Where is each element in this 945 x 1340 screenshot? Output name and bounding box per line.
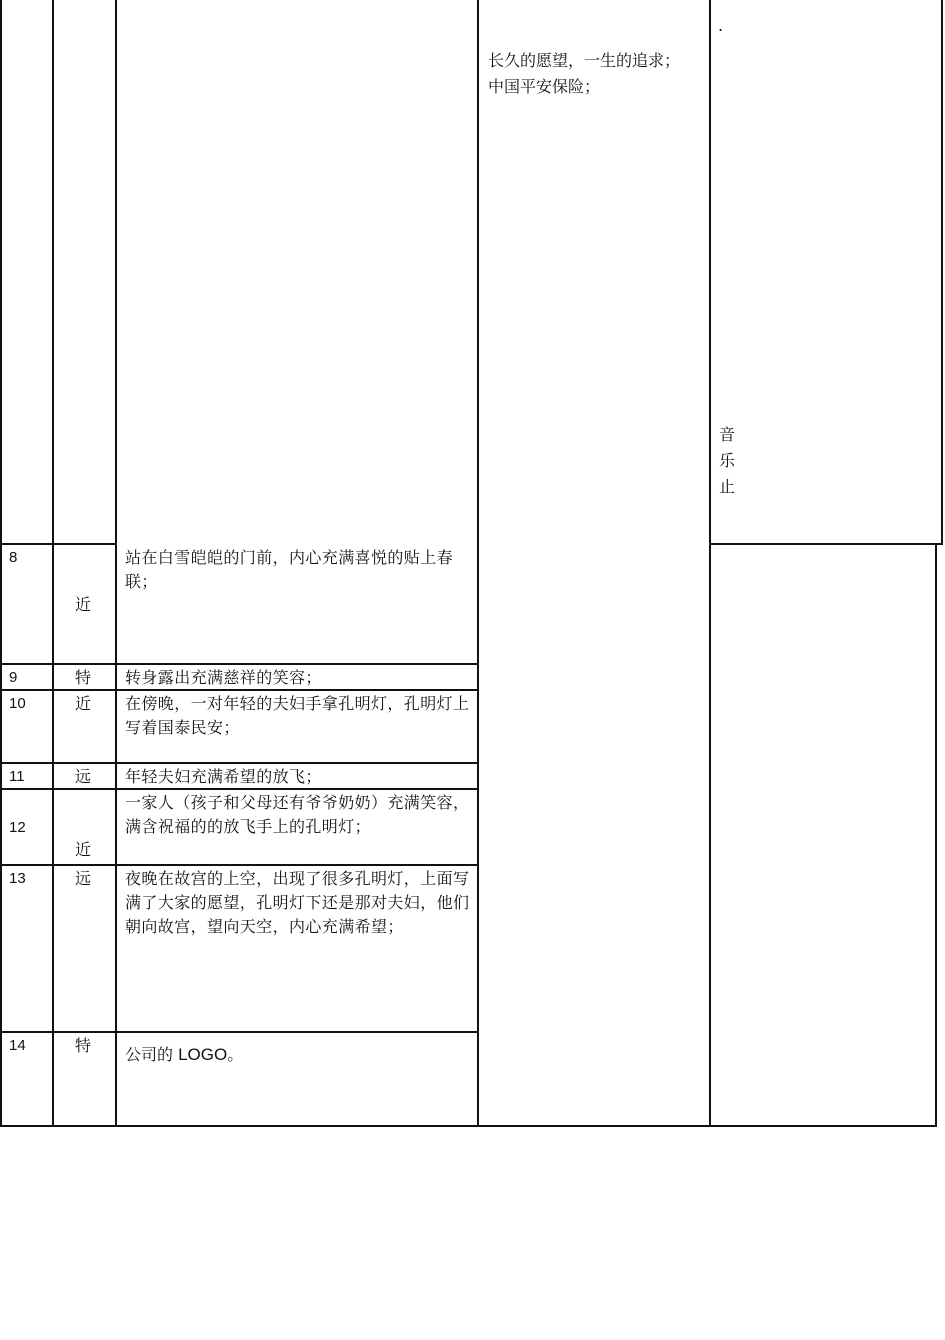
shot-type: 特 (75, 668, 92, 687)
row-border-music-stop (709, 543, 943, 545)
shot-type: 近 (75, 840, 92, 859)
desc-prefix: 公司的 (125, 1045, 179, 1064)
shot-description: 一家人（孩子和父母还有爷爷奶奶）充满笑容，满含祝福的的放飞手上的孔明灯； (125, 793, 470, 836)
shot-description: 转身露出充满慈祥的笑容； (125, 668, 322, 687)
music-stop-char-1: 音 (719, 425, 736, 444)
shot-number: 11 (9, 768, 25, 785)
shot-type: 远 (75, 767, 92, 786)
row-border-12-13 (0, 864, 479, 866)
shot-number: 14 (9, 1037, 26, 1054)
desc-logo-word: LOGO (178, 1045, 228, 1064)
row-border-8-9 (0, 663, 479, 665)
row-border-13-14 (0, 1031, 479, 1033)
desc-suffix: 。 (227, 1045, 244, 1064)
row-border-10-11 (0, 762, 479, 764)
narration-text-line1: 长久的愿望，一生的追求； (488, 51, 681, 70)
shot-number: 8 (9, 549, 18, 566)
shot-description: 年轻夫妇充满希望的放飞； (125, 767, 322, 786)
shot-number: 12 (9, 819, 26, 836)
col-border-right-upper (941, 0, 943, 545)
row-border-bottom (0, 1125, 937, 1127)
music-dot: . (718, 16, 724, 35)
shot-number: 9 (9, 669, 18, 686)
col-border-shot-desc (115, 0, 117, 1127)
shot-number: 13 (9, 870, 26, 887)
shot-type: 特 (75, 1036, 92, 1055)
col-border-left (0, 0, 2, 1127)
shot-description: 夜晚在故宫的上空，出现了很多孔明灯，上面写满了大家的愿望，孔明灯下还是那对夫妇，他们朝向故宫，望向天空，内心充满希望； (125, 869, 470, 936)
narration-text-line2: 中国平安保险； (488, 77, 601, 96)
shot-description: 在傍晚，一对年轻的夫妇手拿孔明灯，孔明灯上写着国泰民安； (125, 694, 470, 737)
shot-number: 10 (9, 695, 26, 712)
col-border-narration-music (709, 0, 711, 1127)
shot-type: 近 (75, 694, 92, 713)
shot-description (125, 1043, 243, 1067)
row-border-top-block (0, 543, 117, 545)
col-border-desc-narration (477, 0, 479, 1127)
shot-description: 站在白雪皑皑的门前，内心充满喜悦的贴上春联； (125, 548, 454, 591)
music-stop-char-3: 止 (719, 477, 736, 496)
shot-type: 远 (75, 869, 92, 888)
col-border-right-lower (935, 545, 937, 1127)
music-stop-char-2: 乐 (719, 451, 736, 470)
col-border-num-shot (52, 0, 54, 1127)
shot-type: 近 (75, 595, 92, 614)
